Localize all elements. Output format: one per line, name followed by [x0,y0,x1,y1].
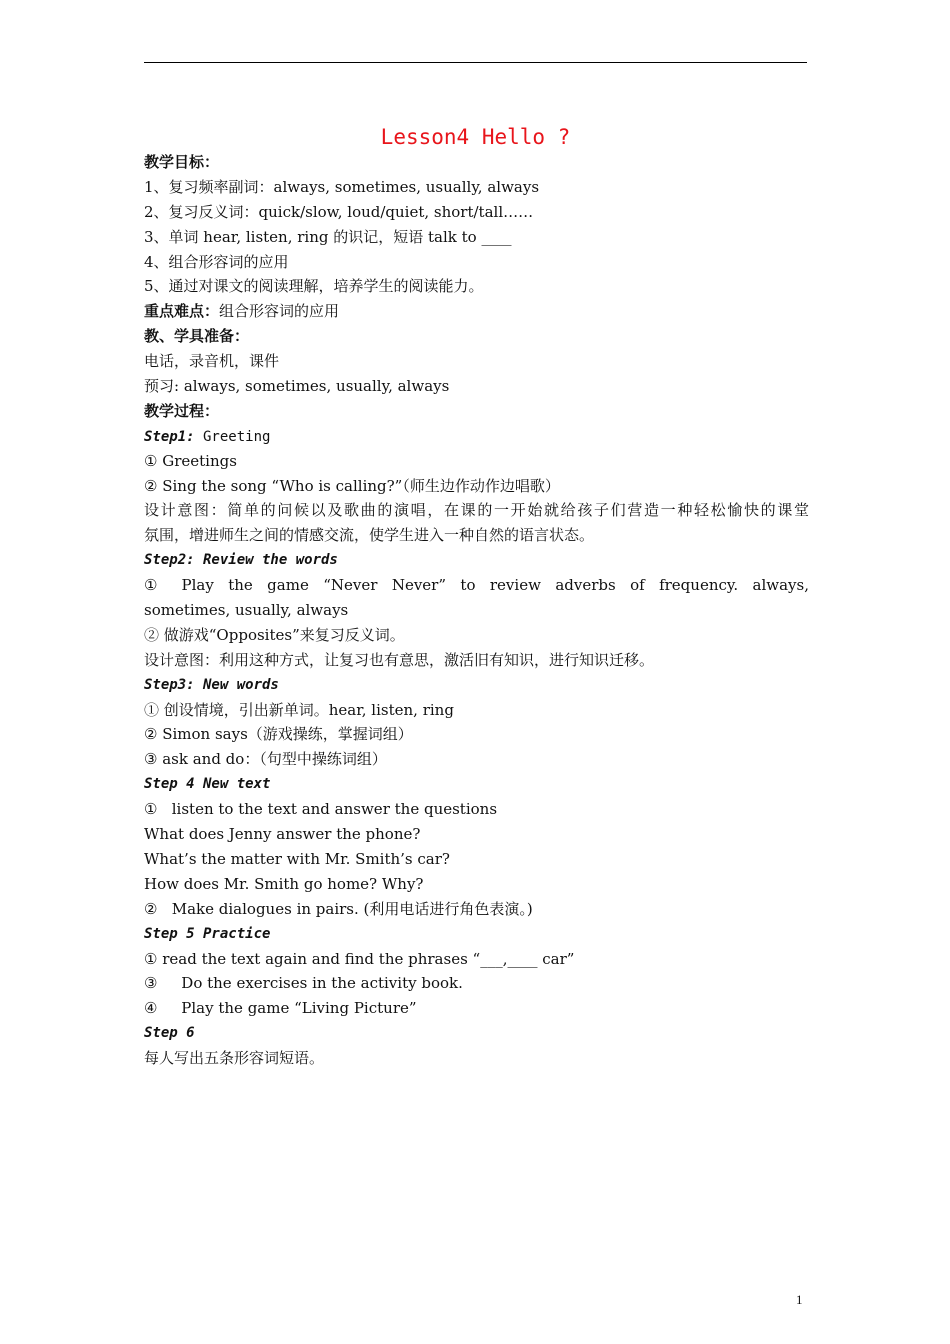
step-item: How does Mr. Smith go home? Why? [144,874,424,893]
header-rule [144,62,807,63]
step-item: ③ ask and do：（句型中操练词组） [144,750,387,769]
step-item: What’s the matter with Mr. Smith’s car? [144,849,450,868]
prep-item: 预习: always, sometimes, usually, always [144,377,450,396]
step-item: ① 创设情境，引出新单词。hear, listen, ring [144,700,454,719]
step-item: sometimes, usually, always [144,601,349,620]
prep-heading: 教、学具准备： [144,327,250,346]
step2-heading: Step2: Review the words [144,552,338,569]
objective-item: 1、复习频率副词：always, sometimes, usually, always [144,177,540,196]
step-item: ② Sing the song “Who is calling?”（师生边作动作边唱歌） [144,476,560,495]
process-heading: 教学过程： [144,401,220,420]
design-note: 氛围，增进师生之间的情感交流，使学生进入一种自然的语言状态。 [144,526,595,545]
objective-item: 4、组合形容词的应用 [144,252,289,271]
design-note: 设计意图：利用这种方式，让复习也有意思，激活旧有知识，进行知识迁移。 [144,650,655,669]
step1-label: Step1: [144,428,195,445]
prep-item: 电话，录音机，课件 [144,352,280,371]
objective-item: 2、复习反义词：quick/slow, loud/quiet, short/tall…… [144,202,534,221]
step6-heading: Step 6 [144,1025,195,1042]
step-item: ① Greetings [144,451,237,470]
step-item: ① read the text again and find the phrases “___,____ car” [144,949,575,968]
step-item: ④ Play the game “Living Picture” [144,999,417,1018]
step-item: What does Jenny answer the phone? [144,825,421,844]
step-item: 每人写出五条形容词短语。 [144,1049,325,1068]
objective-item: 3、单词 hear, listen, ring 的识记，短语 talk to ____ [144,227,512,246]
key-points-text: 组合形容词的应用 [219,302,340,321]
page-number: 1 [796,1292,803,1307]
step-item: ① listen to the text and answer the questions [144,800,498,819]
step-item: ② Make dialogues in pairs. (利用电话进行角色表演。) [144,899,533,918]
step1-heading [144,424,809,449]
lesson-title: Lesson4 Hello ? [380,125,571,149]
objectives-heading: 教学目标： [144,153,220,171]
step-item: ③ Do the exercises in the activity book. [144,974,463,993]
key-points-label: 重点难点： [144,302,220,321]
step-item: ② 做游戏“Opposites”来复习反义词。 [144,625,405,644]
design-note: 设计意图：简单的问候以及歌曲的演唱，在课的一开始就给孩子们营造一种轻松愉快的课堂 [144,501,809,520]
step1-title: Greeting [194,428,271,445]
step3-heading: Step3: New words [144,676,279,693]
step-item: ② Simon says（游戏操练，掌握词组） [144,725,413,744]
step4-heading: Step 4 New text [144,776,271,793]
step-item: ① Play the game “Never Never” to review adverbs of frequency. always, [144,576,809,595]
lesson-plan-body [144,150,809,1071]
step5-heading: Step 5 Practice [144,925,271,942]
key-points [144,299,809,324]
objective-item: 5、通过对课文的阅读理解，培养学生的阅读能力。 [144,277,484,296]
